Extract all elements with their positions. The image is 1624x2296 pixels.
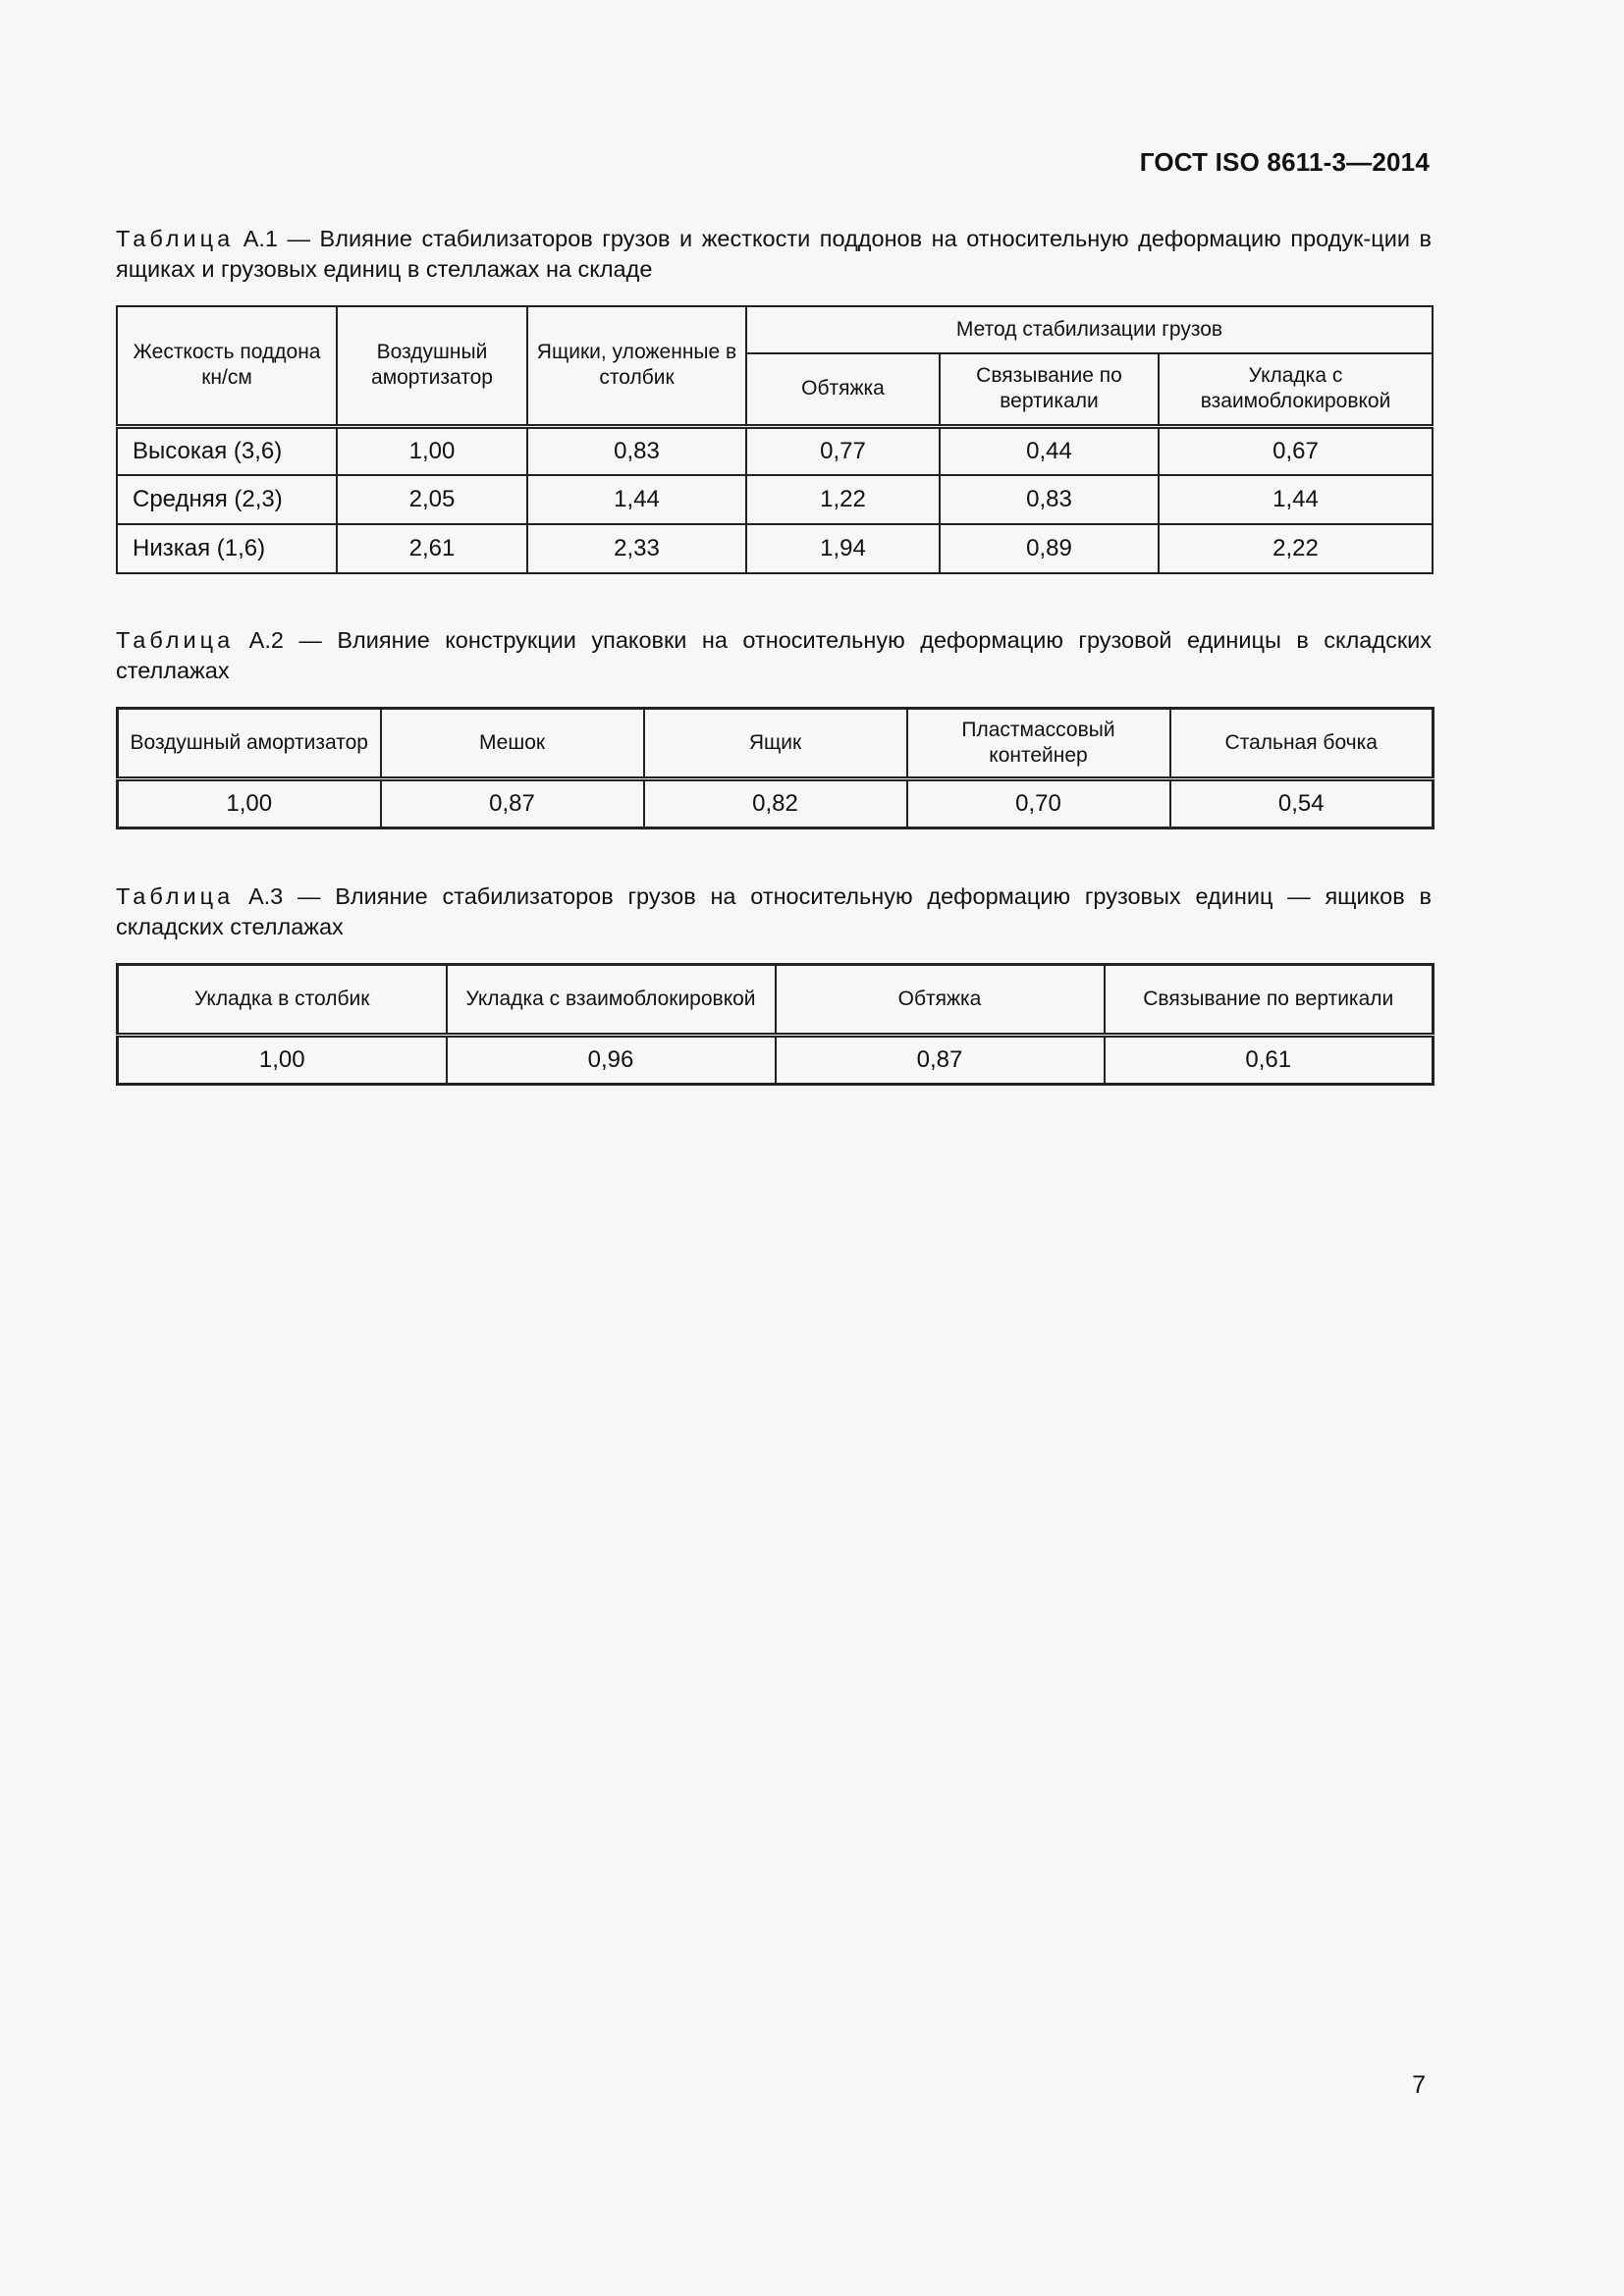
table-row [117,524,1433,573]
table-a1-caption-lead: Таблица [116,226,235,251]
table-row [117,426,1433,475]
header-plastic-container: Пластмассовый контейнер [907,709,1170,779]
table-a2-caption-lead: Таблица [116,627,235,653]
table-a3-caption-text: А.3 — Влияние стабилизаторов грузов на относительную деформацию грузовых единиц — ящиков в складских стеллажах [116,883,1432,939]
document-code: ГОСТ ISO 8611-3—2014 [1139,147,1430,177]
cell-value: 0,61 [1105,1036,1434,1085]
header-box: Ящик [644,709,907,779]
cell-boxes: 0,83 [527,426,746,475]
header-bag: Мешок [381,709,644,779]
cell-wrap: 1,94 [746,524,940,573]
cell-interlock: 1,44 [1159,475,1433,524]
cell-boxes: 2,33 [527,524,746,573]
cell-vertical: 0,44 [940,426,1159,475]
cell-value: 0,87 [776,1036,1105,1085]
cell-value: 1,00 [118,779,381,828]
cell-vertical: 0,89 [940,524,1159,573]
cell-boxes: 1,44 [527,475,746,524]
cell-value: 0,96 [447,1036,776,1085]
header-stabilization-method: Метод стабилизации грузов [746,306,1433,353]
header-air-cushion: Воздушный амортизатор [118,709,381,779]
cell-wrap: 1,22 [746,475,940,524]
table-a3 [116,963,1435,1086]
table-row [117,475,1433,524]
table-row [118,779,1434,828]
header-interlock: Укладка с взаимоблокировкой [1159,353,1433,426]
header-steel-drum: Стальная бочка [1170,709,1434,779]
header-stiffness: Жесткость поддона кн/см [117,306,337,426]
header-wrap: Обтяжка [776,965,1105,1036]
row-label: Средняя (2,3) [117,475,337,524]
page-number: 7 [1412,2071,1426,2099]
cell-value: 0,87 [381,779,644,828]
header-vertical-binding: Связывание по вертикали [1105,965,1434,1036]
table-a1-caption [116,224,1432,285]
cell-wrap: 0,77 [746,426,940,475]
cell-value: 0,70 [907,779,1170,828]
header-air-cushion: Воздушный амортизатор [337,306,527,426]
cell-air: 2,61 [337,524,527,573]
table-a3-caption [116,881,1432,942]
cell-vertical: 0,83 [940,475,1159,524]
cell-interlock: 0,67 [1159,426,1433,475]
header-interlock: Укладка с взаимоблокировкой [447,965,776,1036]
cell-interlock: 2,22 [1159,524,1433,573]
table-a1-caption-text: А.1 — Влияние стабилизаторов грузов и жесткости поддонов на относительную деформацию продук-ции в ящиках и грузовых единиц в стеллажах на складе [116,226,1432,282]
header-vertical-binding: Связывание по вертикали [940,353,1159,426]
cell-air: 2,05 [337,475,527,524]
header-stacked-boxes: Ящики, уложенные в столбик [527,306,746,426]
cell-value: 0,82 [644,779,907,828]
cell-value: 0,54 [1170,779,1434,828]
table-a2 [116,707,1435,829]
row-label: Низкая (1,6) [117,524,337,573]
header-wrap: Обтяжка [746,353,940,426]
table-a3-caption-lead: Таблица [116,883,235,909]
cell-value: 1,00 [118,1036,447,1085]
table-a1 [116,305,1434,574]
cell-air: 1,00 [337,426,527,475]
table-row [118,1036,1434,1085]
row-label: Высокая (3,6) [117,426,337,475]
table-a2-caption-text: А.2 — Влияние конструкции упаковки на относительную деформацию грузовой единицы в складских стеллажах [116,627,1432,683]
header-stacked: Укладка в столбик [118,965,447,1036]
table-a2-caption [116,625,1432,686]
